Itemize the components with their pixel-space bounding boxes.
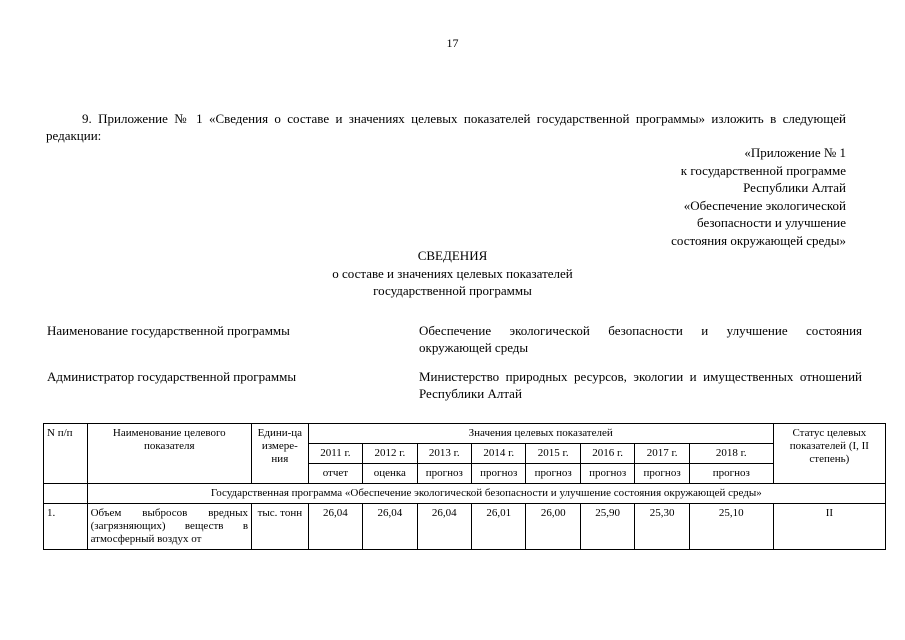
header-status: Статус целевых показателей (I, II степень) [773,424,885,484]
value-type-cell: прогноз [417,464,471,484]
year-cell: 2011 г. [308,444,362,464]
row-value-cell: 26,04 [308,504,362,550]
appendix-note-line: безопасности и улучшение [697,215,846,231]
program-name-label: Наименование государственной программы [47,323,290,338]
year-cell: 2013 г. [417,444,471,464]
value-type-cell: прогноз [689,464,773,484]
heading-title: СВЕДЕНИЯ [417,248,488,263]
heading-subtitle: государственной программы [373,283,532,298]
program-admin-value: Министерство природных ресурсов, экологии и имущественных отношений Республики Алтай [419,369,862,401]
heading-subtitle: о составе и значениях целевых показателей [332,265,573,281]
value-type-cell: прогноз [472,464,526,484]
year-cell: 2015 г. [526,444,580,464]
row-value-cell: 26,04 [363,504,417,550]
section-title-cell: Государственная программа «Обеспечение экологической безопасности и улучшение состояния окружающей среды» [87,484,885,504]
header-name: Наименование целевого показателя [87,424,251,484]
header-unit: Едини-ца измере-ния [252,424,309,484]
value-type-cell: прогноз [580,464,634,484]
year-cell: 2014 г. [472,444,526,464]
value-type-cell: оценка [363,464,417,484]
indicators-table [43,423,886,550]
row-status-cell: II [773,504,885,550]
program-admin-label: Администратор государственной программы [47,369,297,384]
program-name-value: Обеспечение экологической безопасности и улучшение состояния окружающей среды [419,323,862,355]
appendix-note-line: «Приложение № 1 [744,145,846,160]
table-row [44,504,886,550]
row-value-cell: 25,10 [689,504,773,550]
appendix-note-line: «Обеспечение экологической [683,197,846,213]
row-name-cell: Объем выбросов вредных (загрязняющих) веществ в атмосферный воздух от [87,504,251,550]
document-heading [0,247,905,300]
year-cell: 2018 г. [689,444,773,464]
row-value-cell: 26,00 [526,504,580,550]
table-section-row [44,484,886,504]
appendix-note [616,144,846,250]
amendment-paragraph: 9. Приложение № 1 «Сведения о составе и значениях целевых показателей государственной программы» изложить в следующей редакции: [46,111,846,143]
value-type-cell: отчет [308,464,362,484]
row-value-cell: 26,01 [472,504,526,550]
section-empty-cell [44,484,88,504]
header-num: N п/п [44,424,88,484]
row-unit-cell: тыс. тонн [252,504,309,550]
row-num-cell: 1. [44,504,88,550]
year-cell: 2016 г. [580,444,634,464]
value-type-cell: прогноз [526,464,580,484]
row-value-cell: 25,90 [580,504,634,550]
value-type-cell: прогноз [635,464,689,484]
year-cell: 2012 г. [363,444,417,464]
row-value-cell: 26,04 [417,504,471,550]
appendix-note-line: к государственной программе [680,162,846,178]
table-header-row [44,424,886,444]
appendix-note-line: состояния окружающей среды» [671,232,846,248]
row-value-cell: 25,30 [635,504,689,550]
page-number: 17 [446,36,459,50]
year-cell: 2017 г. [635,444,689,464]
header-values: Значения целевых показателей [308,424,773,444]
appendix-note-line: Республики Алтай [743,180,846,196]
